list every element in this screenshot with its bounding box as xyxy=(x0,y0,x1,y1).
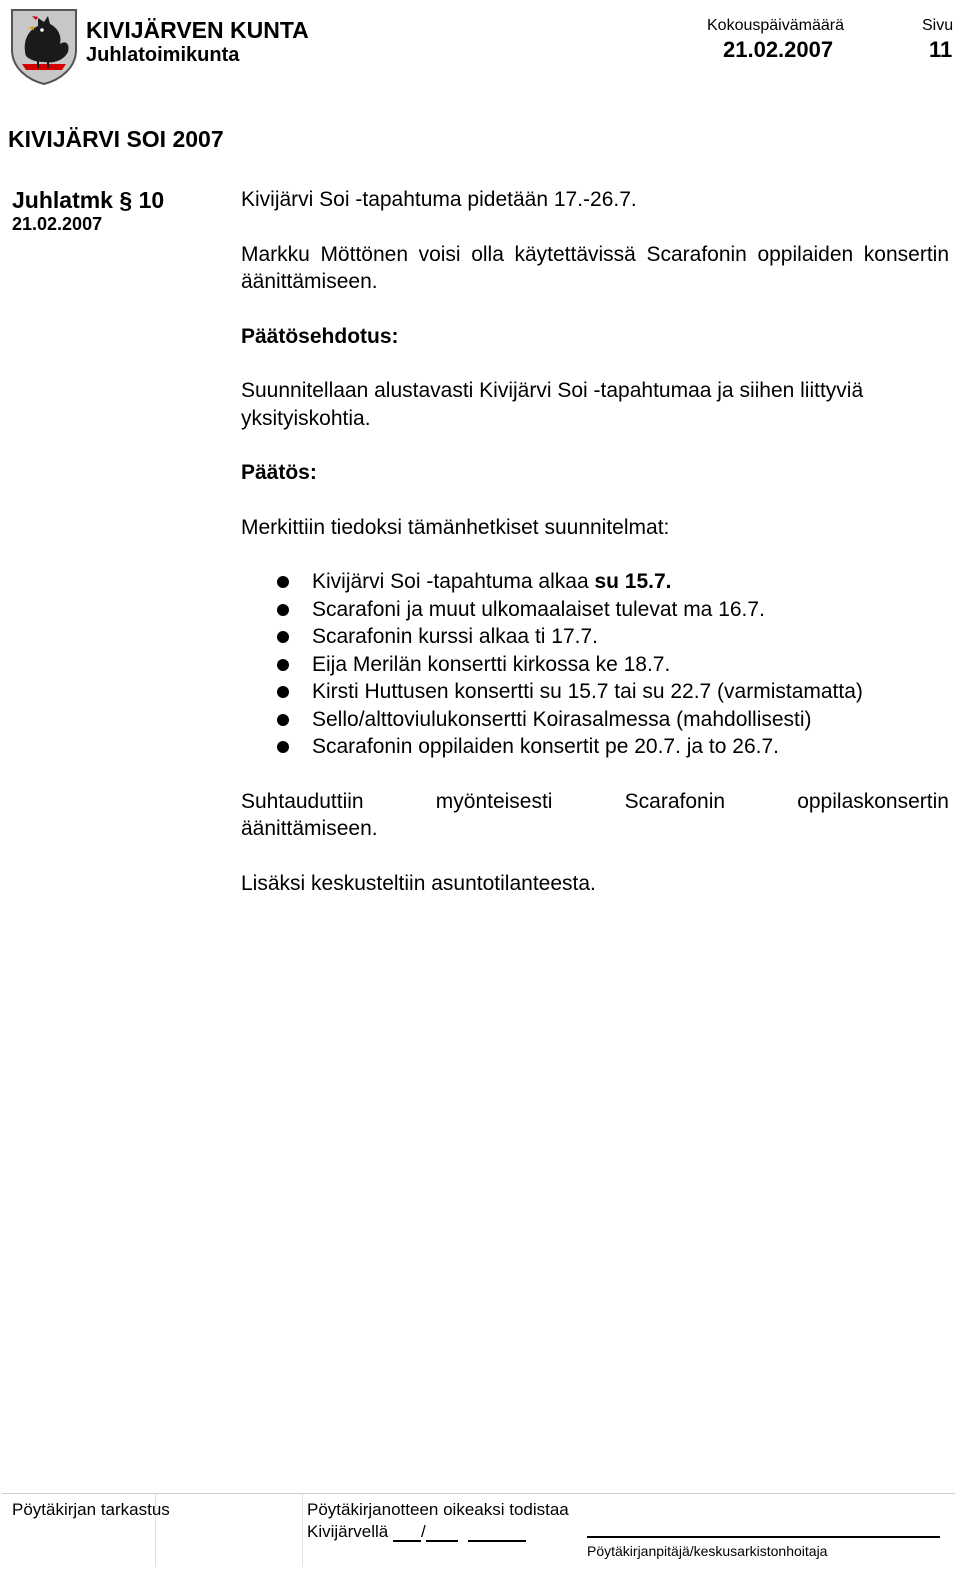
body-paragraph: Markku Möttönen voisi olla käytettävissä Scarafonin oppilaiden konsertin äänittämiseen. xyxy=(241,242,949,293)
meeting-date-label: Kokouspäivämäärä xyxy=(707,17,844,34)
page-number: 11 xyxy=(929,37,953,62)
decision-heading: Päätös: xyxy=(241,461,317,484)
bullet-icon xyxy=(277,714,289,726)
organization-unit: Juhlatoimikunta xyxy=(86,44,240,66)
list-item: Kirsti Huttusen konsertti su 15.7 tai su 22.7 (varmistamatta) xyxy=(241,678,949,706)
month-blank xyxy=(426,1524,458,1542)
place-date-line xyxy=(307,1522,526,1542)
paragraph-prefix: Juhlatmk xyxy=(12,187,113,213)
proposal-text: Suunnitellaan alustavasti Kivijärvi Soi -tapahtumaa ja siihen liittyviä yksityiskohtia. xyxy=(241,379,864,430)
bullet-icon xyxy=(277,576,289,588)
bullet-icon xyxy=(277,631,289,643)
bullet-icon xyxy=(277,604,289,616)
closing-paragraph-line: Suhtauduttiin myönteisesti Scarafonin oppilaskonsertin xyxy=(241,789,949,813)
coat-of-arms-rooster-icon xyxy=(8,6,80,86)
decision-intro: Merkittiin tiedoksi tämänhetkiset suunnitelmat: xyxy=(241,515,670,539)
paragraph-date: 21.02.2007 xyxy=(12,214,103,234)
signer-role: Pöytäkirjanpitäjä/keskusarkistonhoitaja xyxy=(587,1543,828,1559)
section-symbol: § xyxy=(119,187,133,213)
place-label: Kivijärvellä xyxy=(307,1522,389,1541)
list-item: Scarafoni ja muut ulkomaalaiset tulevat ma 16.7. xyxy=(241,596,949,624)
review-label: Pöytäkirjan tarkastus xyxy=(12,1500,170,1519)
list-item: Sello/alttoviulukonsertti Koirasalmessa (mahdollisesti) xyxy=(241,706,949,734)
year-blank xyxy=(468,1524,526,1542)
bullet-icon xyxy=(277,659,289,671)
signature-line xyxy=(587,1536,940,1538)
day-blank xyxy=(393,1524,421,1542)
date-separator: / xyxy=(420,1522,426,1541)
page-label: Sivu xyxy=(922,17,954,34)
meeting-date: 21.02.2007 xyxy=(723,37,834,62)
plan-list xyxy=(241,568,949,761)
paragraph-number: 10 xyxy=(138,187,165,213)
final-paragraph: Lisäksi keskusteltiin asuntotilanteesta. xyxy=(241,871,596,895)
list-item: Scarafonin oppilaiden konsertit pe 20.7. ja to 26.7. xyxy=(241,733,949,761)
list-item: Eija Merilän konsertti kirkossa ke 18.7. xyxy=(241,651,949,679)
list-item: Scarafonin kurssi alkaa ti 17.7. xyxy=(241,623,949,651)
certify-label: Pöytäkirjanotteen oikeaksi todistaa xyxy=(307,1500,569,1519)
organization-name: KIVIJÄRVEN KUNTA xyxy=(86,17,309,43)
document-body xyxy=(241,186,949,897)
bullet-icon xyxy=(277,686,289,698)
proposal-heading: Päätösehdotus: xyxy=(241,324,399,348)
paragraph-id xyxy=(12,187,164,214)
body-paragraph: Kivijärvi Soi -tapahtuma pidetään 17.-26.7. xyxy=(241,188,637,211)
closing-paragraph-end: äänittämiseen. xyxy=(241,817,378,840)
list-item: Kivijärvi Soi -tapahtuma alkaa su 15.7. xyxy=(241,568,949,596)
section-title: KIVIJÄRVI SOI 2007 xyxy=(8,126,224,152)
bullet-icon xyxy=(277,741,289,753)
